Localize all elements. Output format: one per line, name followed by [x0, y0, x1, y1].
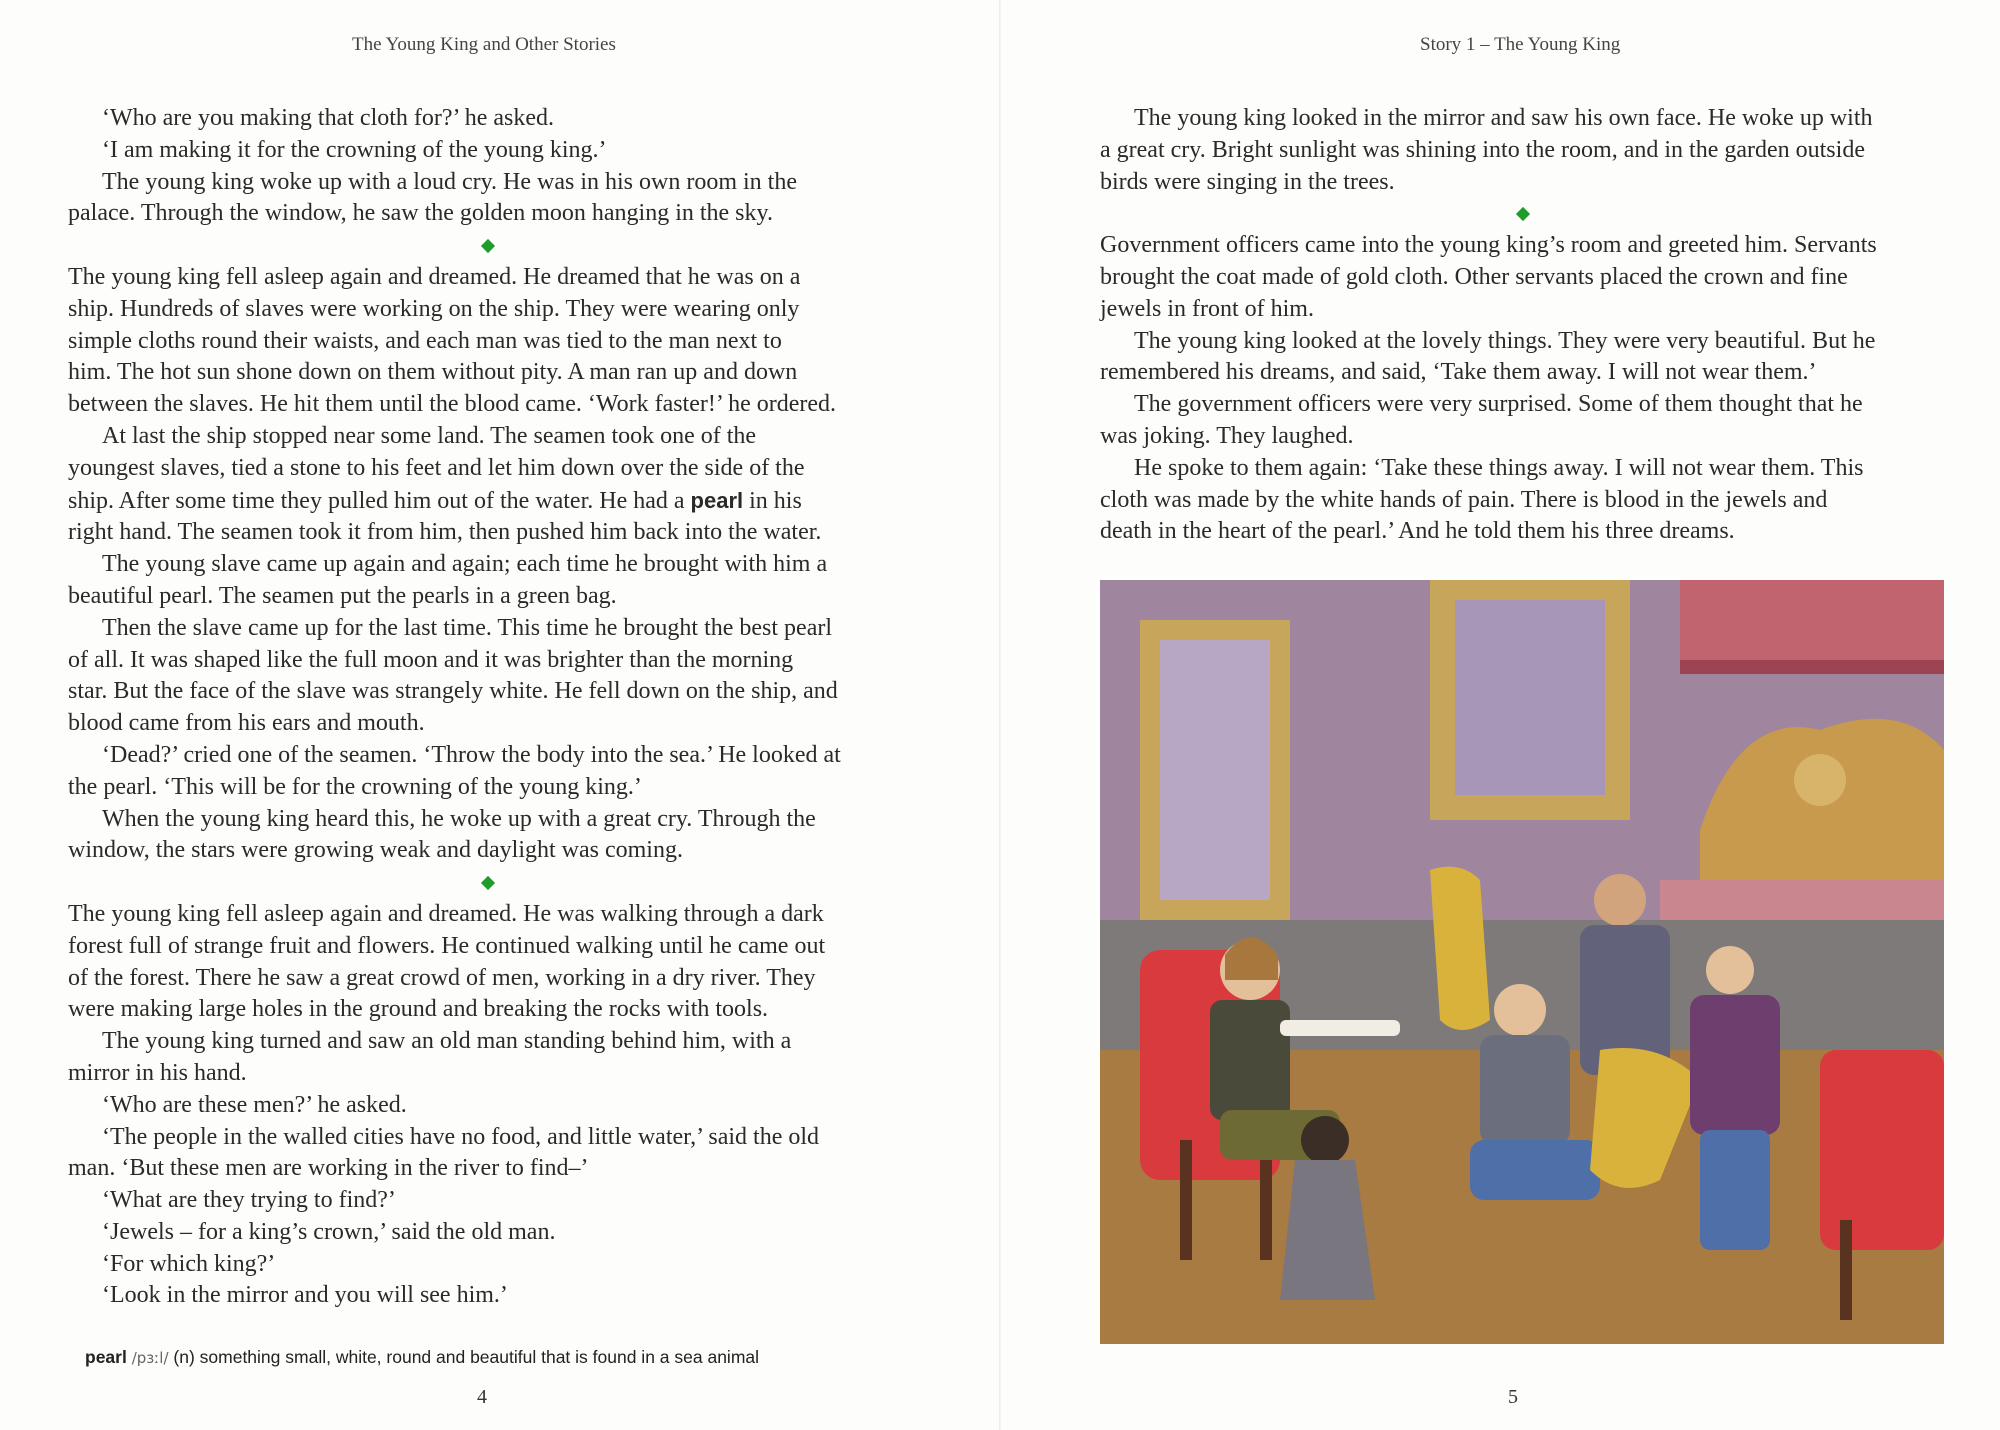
- illustration-drawing: [1100, 580, 1944, 1344]
- paragraph: The young king looked at the lovely things. They were very beautiful. But he remembered his dreams, and said, ‘Take them away. I will not wear them.’: [1100, 327, 1876, 386]
- paragraph: Government officers came into the young king’s room and greeted him. Servants brought the coat made of gold cloth. Other servants placed the crown and fine jewels in front of him.: [1100, 232, 1877, 322]
- painting-left: [1160, 640, 1270, 900]
- paragraph: ‘I am making it for the crowning of the young king.’: [102, 136, 607, 163]
- footnote-pronunciation: /pɜːl/: [131, 1349, 169, 1367]
- paragraph: ‘What are they trying to find?’: [102, 1187, 396, 1214]
- page-number: 5: [1508, 1386, 1518, 1408]
- text-span: in his right hand. The seamen took it from him, then pushed him back into the water.: [68, 487, 822, 546]
- glossary-word: pearl: [690, 487, 744, 513]
- section-separator: [68, 230, 908, 262]
- kneeling-figure-head: [1301, 1116, 1349, 1164]
- paragraph: ‘The people in the walled cities have no food, and little water,’ said the old man. ‘But these men are working in the river to find–’: [68, 1123, 820, 1182]
- chair-leg: [1840, 1220, 1852, 1320]
- chair-leg: [1180, 1140, 1192, 1260]
- story-illustration: [1100, 580, 1944, 1344]
- young-king-body: [1210, 1000, 1290, 1120]
- footnote-word: pearl: [85, 1347, 127, 1367]
- servant-body: [1480, 1035, 1570, 1145]
- page-number: 4: [477, 1386, 487, 1408]
- servant-right-head: [1706, 946, 1754, 994]
- servant-legs: [1470, 1140, 1600, 1200]
- paragraph: The government officers were very surprised. Some of them thought that he was joking. They laughed.: [1100, 391, 1863, 449]
- section-separator: [1100, 198, 1946, 230]
- paragraph: ‘Who are these men?’ he asked.: [102, 1091, 407, 1118]
- paragraph: ‘Jewels – for a king’s crown,’ said the old man.: [102, 1218, 556, 1245]
- painting-center: [1455, 600, 1605, 795]
- story-text: [68, 103, 908, 1312]
- text-span: At last the ship stopped near some land. The seamen took one of the youngest slaves, tied a stone to his feet and let him down over the side of the ship. After some time they pulled him out of the water. He had a: [68, 422, 805, 514]
- paragraph-with-glossary-word: [68, 421, 908, 549]
- story-text: [1100, 103, 1946, 548]
- standing-servant-head: [1594, 874, 1646, 926]
- paragraph: ‘Who are you making that cloth for?’ he asked.: [102, 105, 555, 131]
- curtain: [1680, 580, 1944, 670]
- diamond-icon: [481, 239, 495, 253]
- paragraph: Then the slave came up for the last time. This time he brought the best pearl of all. It was shaped like the full moon and it was brighter than the morning star. But the face of the slave was strangely white. He fell down on the ship, and blood came from his ears and mouth.: [68, 614, 838, 737]
- servant-right-legs: [1700, 1130, 1770, 1250]
- servant-right-body: [1690, 995, 1780, 1135]
- paragraph: The young king fell asleep again and dreamed. He was walking through a dark forest full of strange fruit and flowers. He continued walking until he came out of the forest. There he saw a great crowd of men, working in a dry river. They were making large holes in the ground and breaking the rocks with tools.: [68, 900, 826, 1023]
- diamond-icon: [1516, 207, 1530, 221]
- paragraph: When the young king heard this, he woke up with a great cry. Through the window, the stars were growing weak and daylight was coming.: [68, 805, 816, 864]
- curtain-valance: [1680, 660, 1944, 674]
- red-armchair-right: [1820, 1050, 1944, 1250]
- paragraph: ‘Dead?’ cried one of the seamen. ‘Throw the body into the sea.’ He looked at the pearl. ‘This will be for the crowning of the young king.’: [68, 741, 841, 800]
- running-head: The Young King and Other Stories: [352, 34, 616, 55]
- section-separator: [68, 867, 908, 899]
- paragraph: The young slave came up again and again; each time he brought with him a beautiful pearl. The seamen put the pearls in a green bag.: [68, 551, 828, 609]
- paragraph: The young king looked in the mirror and saw his own face. He woke up with a great cry. Bright sunlight was shining into the room, and in the garden outside birds were singing in the trees.: [1100, 105, 1873, 195]
- glossary-footnote: [85, 1347, 759, 1368]
- paragraph: ‘For which king?’: [102, 1250, 276, 1277]
- paragraph: The young king fell asleep again and dreamed. He dreamed that he was on a ship. Hundreds of slaves were working on the ship. They were wearing only simple cloths round their waists, and each man was tied to the man next to him. The hot sun shone down on them without pity. A man ran up and down between the slaves. He hit them until the blood came. ‘Work faster!’ he ordered.: [68, 263, 837, 418]
- footnote-definition: (n) something small, white, round and beautiful that is found in a sea animal: [173, 1347, 760, 1367]
- headboard-ornament: [1794, 754, 1846, 806]
- young-king-arm: [1280, 1020, 1400, 1036]
- paragraph: ‘Look in the mirror and you will see him.’: [102, 1282, 508, 1309]
- servant-head: [1494, 984, 1546, 1036]
- paragraph: He spoke to them again: ‘Take these things away. I will not wear them. This cloth was made by the white hands of pain. There is blood in the jewels and death in the heart of the pearl.’ And he told them his three dreams.: [1100, 454, 1864, 545]
- paragraph: The young king turned and saw an old man standing behind him, with a mirror in his hand.: [68, 1028, 792, 1086]
- running-head: Story 1 – The Young King: [1420, 34, 1621, 55]
- diamond-icon: [481, 876, 495, 890]
- paragraph: The young king woke up with a loud cry. He was in his own room in the palace. Through the window, he saw the golden moon hanging in the sky.: [68, 168, 798, 227]
- right-page: [1000, 0, 2000, 1430]
